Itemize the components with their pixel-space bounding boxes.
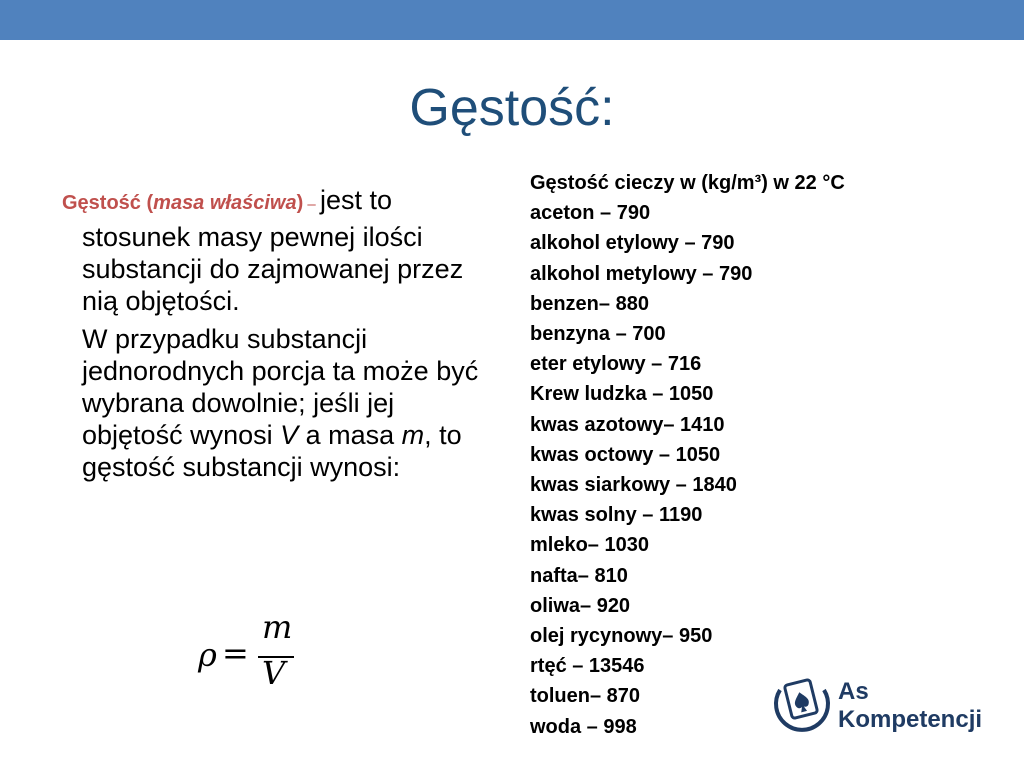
mass-variable: m bbox=[401, 420, 425, 450]
density-row: oliwa– 920 bbox=[530, 594, 631, 617]
density-row: woda – 998 bbox=[530, 715, 637, 738]
definition-paragraph bbox=[62, 184, 502, 317]
logo-text-kompetencji: Kompetencji bbox=[838, 706, 983, 733]
formula-equals: = bbox=[222, 634, 249, 672]
top-bar bbox=[0, 0, 1024, 40]
logo bbox=[770, 676, 1000, 740]
density-row: nafta– 810 bbox=[530, 564, 628, 587]
density-list bbox=[530, 168, 950, 742]
density-rows bbox=[530, 198, 950, 742]
volume-variable: V bbox=[280, 420, 299, 450]
density-row: alkohol etylowy – 790 bbox=[530, 232, 735, 255]
density-row: kwas solny – 1190 bbox=[530, 504, 703, 527]
density-row: eter etylowy – 716 bbox=[530, 353, 702, 376]
density-row: toluen– 870 bbox=[530, 685, 641, 708]
density-row: alkohol metylowy – 790 bbox=[530, 262, 753, 285]
density-row: rtęć – 13546 bbox=[530, 655, 645, 678]
definition-block bbox=[62, 184, 502, 483]
density-row: mleko– 1030 bbox=[530, 534, 649, 557]
explanation-paragraph: W przypadku substancji jednorodnych porcja ta może być wybrana dowolnie; jeśli jej objętość wynosi V a masa m, to gęstość substancji wynosi: bbox=[82, 324, 479, 482]
formula-rho: ρ bbox=[198, 636, 217, 674]
formula-denominator: V bbox=[262, 654, 286, 692]
density-formula bbox=[196, 608, 316, 692]
definition-text: jest to stosunek masy pewnej ilości substancji do zajmowanej przez nią objętości. bbox=[82, 185, 464, 316]
density-row: kwas azotowy– 1410 bbox=[530, 413, 725, 436]
density-row: olej rycynowy– 950 bbox=[530, 625, 713, 648]
logo-text-as: As bbox=[838, 678, 869, 705]
density-row: aceton – 790 bbox=[530, 202, 651, 225]
term-dash: – bbox=[303, 196, 320, 213]
density-row: kwas octowy – 1050 bbox=[530, 443, 721, 466]
spade-card-icon bbox=[770, 676, 834, 740]
formula-numerator: m bbox=[262, 608, 293, 646]
page-title: Gęstość: bbox=[409, 79, 615, 137]
density-list-header: Gęstość cieczy w (kg/m³) w 22 °C bbox=[530, 172, 845, 194]
density-row: benzyna – 700 bbox=[530, 323, 666, 346]
density-row: Krew ludzka – 1050 bbox=[530, 383, 714, 406]
term-label: Gęstość (masa właściwa) bbox=[62, 192, 304, 214]
density-row: benzen– 880 bbox=[530, 292, 649, 315]
density-row: kwas siarkowy – 1840 bbox=[530, 474, 737, 497]
